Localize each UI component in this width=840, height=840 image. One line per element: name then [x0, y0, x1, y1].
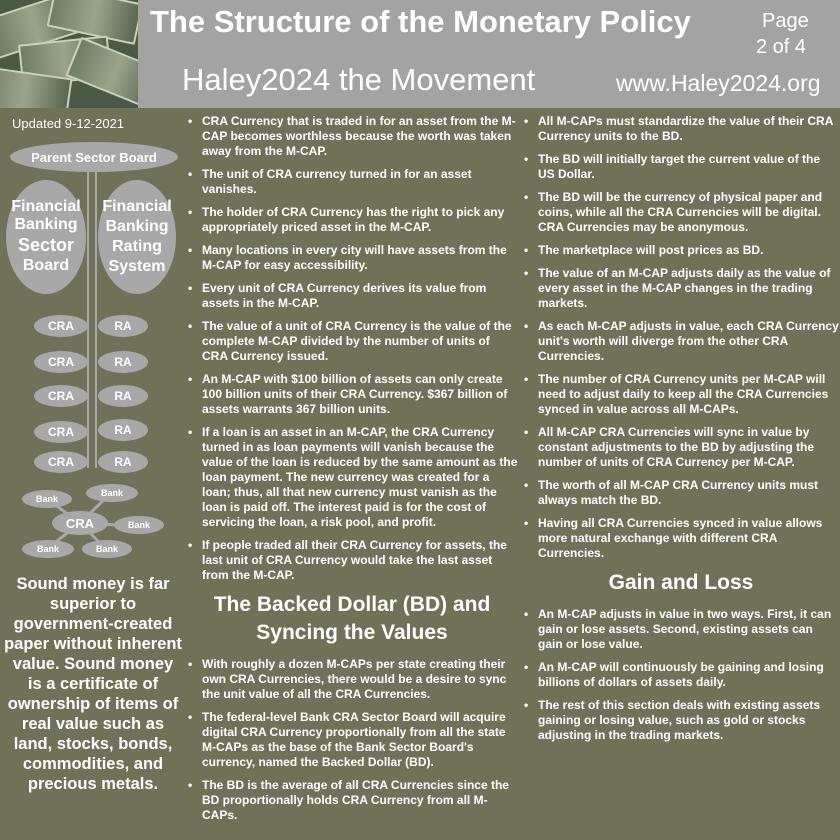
bullet-list	[186, 114, 518, 583]
list-item: • All M-CAP CRA Currencies will sync in value by constant adjustments to the BD by adjusting the number of units of CRA Currency per M-CAP.	[522, 425, 840, 470]
list-item: • Having all CRA Currencies synced in value allows more natural exchange with different CRA Currencies.	[522, 516, 840, 561]
header-banner	[0, 0, 840, 108]
money-image	[0, 0, 138, 108]
cra-node: CRA	[34, 385, 88, 407]
list-item: • The value of a unit of CRA Currency is the value of the complete M-CAP divided by the number of units of CRA Currency issued.	[186, 319, 518, 364]
list-item: • The unit of CRA currency turned in for an asset vanishes.	[186, 167, 518, 197]
cra-node: CRA	[34, 421, 88, 443]
sector-diagram	[0, 138, 186, 568]
bank-node: Bank	[22, 490, 72, 508]
list-item: • The BD will be the currency of physical paper and coins, while all the CRA Currencies will be digital. CRA Currencies may be anonymous.	[522, 190, 840, 235]
list-item: • The BD is the average of all CRA Currencies since the BD proportionally holds CRA Currency from all M-CAPs.	[186, 778, 518, 823]
list-item: • The marketplace will post prices as BD.	[522, 243, 840, 258]
section-heading-gain-loss: Gain and Loss	[608, 571, 754, 594]
page-number: Page 2 of 4	[756, 10, 809, 58]
list-item: • With roughly a dozen M-CAPs per state creating their own CRA Currencies, there would be a desire to sync the unit value of all the CRA Currencies.	[186, 657, 518, 702]
financial-banking-rating-system: Financial Banking Rating System	[98, 180, 176, 294]
column-2	[522, 114, 840, 751]
updated-date: Updated 9-12-2021	[12, 116, 125, 131]
ra-node: RA	[98, 315, 148, 337]
bank-node: Bank	[86, 484, 138, 502]
list-item: • Every unit of CRA Currency derives its value from assets in the M-CAP.	[186, 281, 518, 311]
website-url: www.Haley2024.org	[616, 70, 821, 96]
cra-center-node: CRA	[52, 511, 108, 535]
list-item: • The value of an M-CAP adjusts daily as the value of every asset in the M-CAP changes in the trading markets.	[522, 266, 840, 311]
list-item: • As each M-CAP adjusts in value, each CRA Currency unit's worth will diverge from the other CRA Currencies.	[522, 319, 840, 364]
list-item: • An M-CAP adjusts in value in two ways. First, it can gain or lose assets. Second, existing assets can gain or lose value.	[522, 607, 840, 652]
list-item: • The worth of all M-CAP CRA Currency units must always match the BD.	[522, 478, 840, 508]
list-item: • If a loan is an asset in an M-CAP, the CRA Currency turned in as loan payments will vanish because the value of the loan is reduced by the same amount as the loan payment. The new currency was created for a loan; thus, all that new currency must vanish as the loan is paid off. The interest paid is for the cost of servicing the loan, a risk pool, and profit.	[186, 425, 518, 530]
list-item: • An M-CAP with $100 billion of assets can only create 100 billion units of their CRA Currency. $367 billion of assets warrants 367 billion units.	[186, 372, 518, 417]
column-1	[186, 114, 518, 831]
cra-node: CRA	[34, 451, 88, 473]
movement-name: Haley2024 the Movement	[182, 62, 536, 97]
ra-node: RA	[98, 419, 148, 441]
bullet-list	[186, 657, 518, 823]
list-item: • The BD will initially target the current value of the US Dollar.	[522, 152, 840, 182]
bank-node: Bank	[82, 540, 132, 558]
bullet-list	[522, 114, 840, 561]
financial-banking-sector-board: Financial Banking Sector Board	[6, 180, 86, 294]
list-item: • All M-CAPs must standardize the value of their CRA Currency units to the BD.	[522, 114, 840, 144]
parent-sector-board: Parent Sector Board	[10, 142, 178, 172]
sound-money-statement: Sound money is far superior to government-created paper without inherent value. Sound money is a certificate of ownership of items of real value such as land, stocks, bonds, commodities, and precious metals.	[4, 575, 182, 793]
bullet-list	[522, 607, 840, 743]
cra-node: CRA	[34, 315, 88, 337]
ra-node: RA	[98, 351, 148, 373]
list-item: • The holder of CRA Currency has the right to pick any appropriately priced asset in the M-CAP.	[186, 205, 518, 235]
list-item: • The rest of this section deals with existing assets gaining or losing value, such as gold or stocks adjusting in the trading markets.	[522, 698, 840, 743]
cra-node: CRA	[34, 351, 88, 373]
bank-node: Bank	[114, 516, 164, 534]
list-item: • The federal-level Bank CRA Sector Board will acquire digital CRA Currency proportionally from all the state M-CAPs as the base of the Bank Sector Board's currency, named the Backed Dollar (BD).	[186, 710, 518, 770]
list-item: • An M-CAP will continuously be gaining and losing billions of dollars of assets daily.	[522, 660, 840, 690]
bank-node: Bank	[22, 540, 74, 558]
section-heading-backed-dollar: The Backed Dollar (BD) and Syncing the Values	[213, 593, 491, 644]
list-item: • The number of CRA Currency units per M-CAP will need to adjust daily to keep all the CRA Currencies synced in value across all M-CAPs.	[522, 372, 840, 417]
list-item: • Many locations in every city will have assets from the M-CAP for easy accessibility.	[186, 243, 518, 273]
ra-node: RA	[98, 385, 148, 407]
list-item: • CRA Currency that is traded in for an asset from the M-CAP becomes worthless because the worth was taken away from the M-CAP.	[186, 114, 518, 159]
page-title: The Structure of the Monetary Policy	[150, 4, 691, 39]
ra-node: RA	[98, 451, 148, 473]
list-item: • If people traded all their CRA Currency for assets, the last unit of CRA Currency would take the last asset from the M-CAP.	[186, 538, 518, 583]
